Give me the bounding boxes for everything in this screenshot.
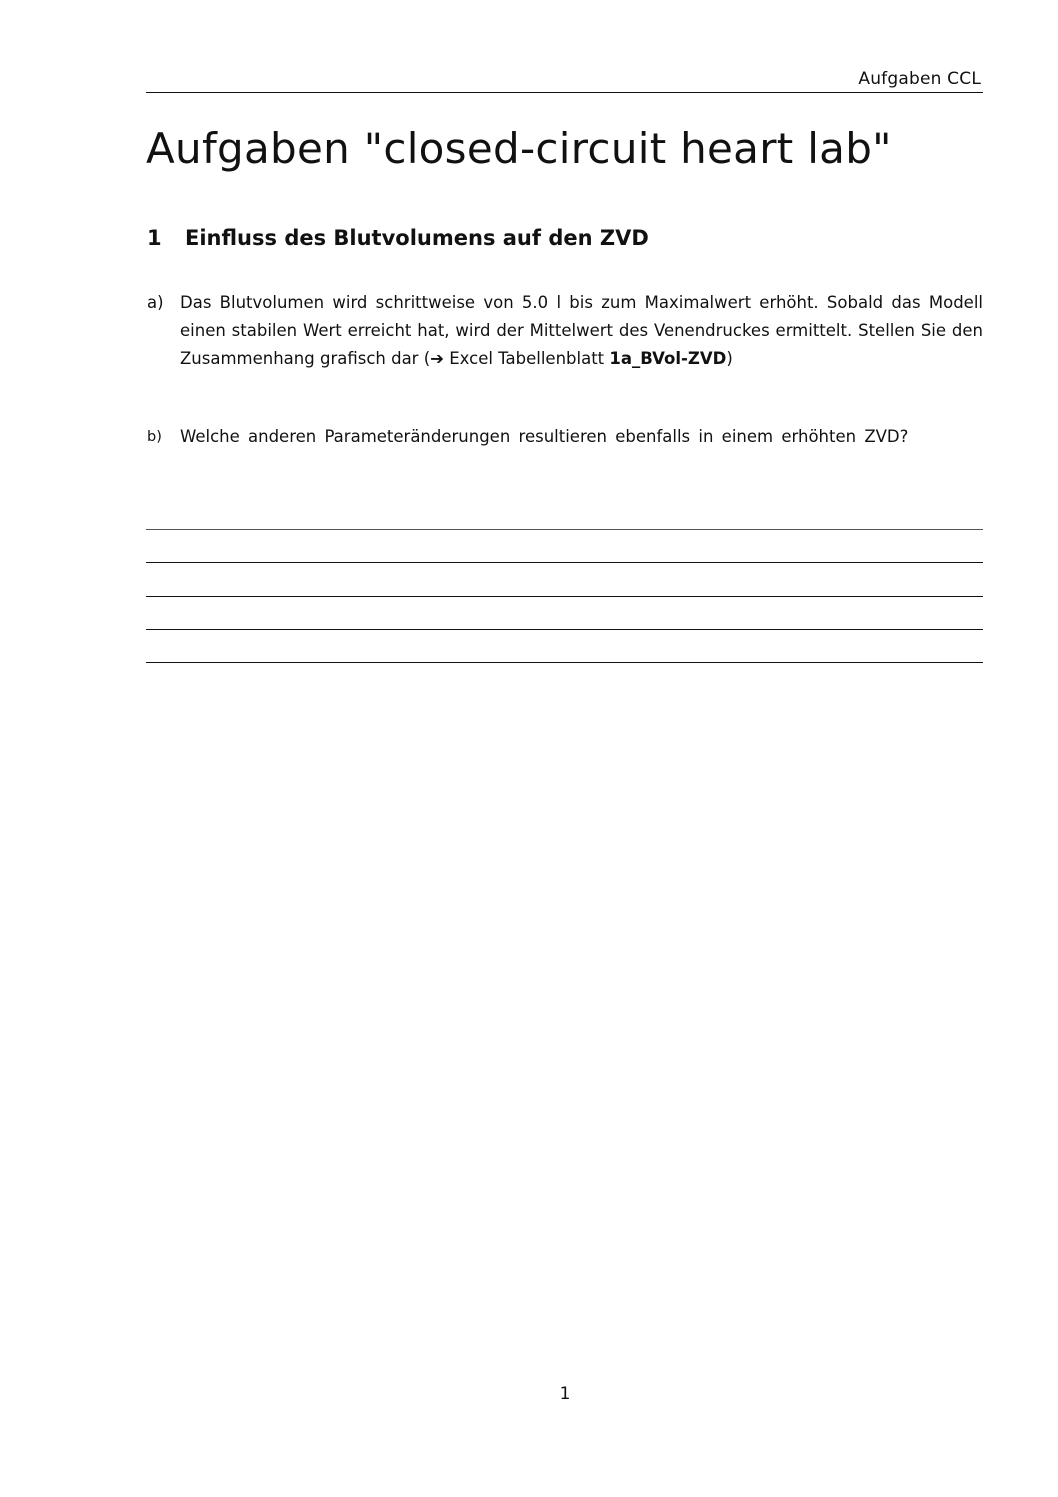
task-marker: a) bbox=[147, 293, 164, 312]
task-text-part: ) bbox=[726, 349, 733, 368]
answer-line bbox=[146, 529, 983, 530]
section-heading bbox=[147, 226, 649, 250]
section-number: 1 bbox=[147, 226, 162, 250]
header-divider bbox=[146, 92, 983, 93]
header-title: Aufgaben CCL bbox=[858, 69, 981, 89]
task-a bbox=[147, 289, 983, 373]
task-text-part: Das Blutvolumen wird schrittweise von 5.0 l bis zum Maximalwert erhöht. Sobald das Modell einen stabilen Wert erreicht hat, wird der Mittelwert des Venendruckes ermittelt. Stellen Sie den Zusammenhang grafisch dar ( bbox=[180, 293, 983, 368]
task-marker: b) bbox=[147, 429, 162, 445]
section-title: Einfluss des Blutvolumens auf den ZVD bbox=[185, 226, 649, 250]
sheet-name: 1a_BVol-ZVD bbox=[609, 349, 727, 368]
arrow-icon: ➔ bbox=[430, 349, 444, 368]
answer-line bbox=[146, 662, 983, 663]
task-text bbox=[180, 289, 983, 373]
task-b bbox=[147, 423, 983, 451]
answer-line bbox=[146, 629, 983, 630]
task-text-part: Excel Tabellenblatt bbox=[443, 349, 610, 368]
page-title: Aufgaben "closed-circuit heart lab" bbox=[146, 124, 892, 173]
task-text: Welche anderen Parameteränderungen resultieren ebenfalls in einem erhöhten ZVD? bbox=[180, 427, 909, 446]
answer-line bbox=[146, 596, 983, 597]
answer-line bbox=[146, 562, 983, 563]
page-number: 1 bbox=[559, 1384, 571, 1404]
